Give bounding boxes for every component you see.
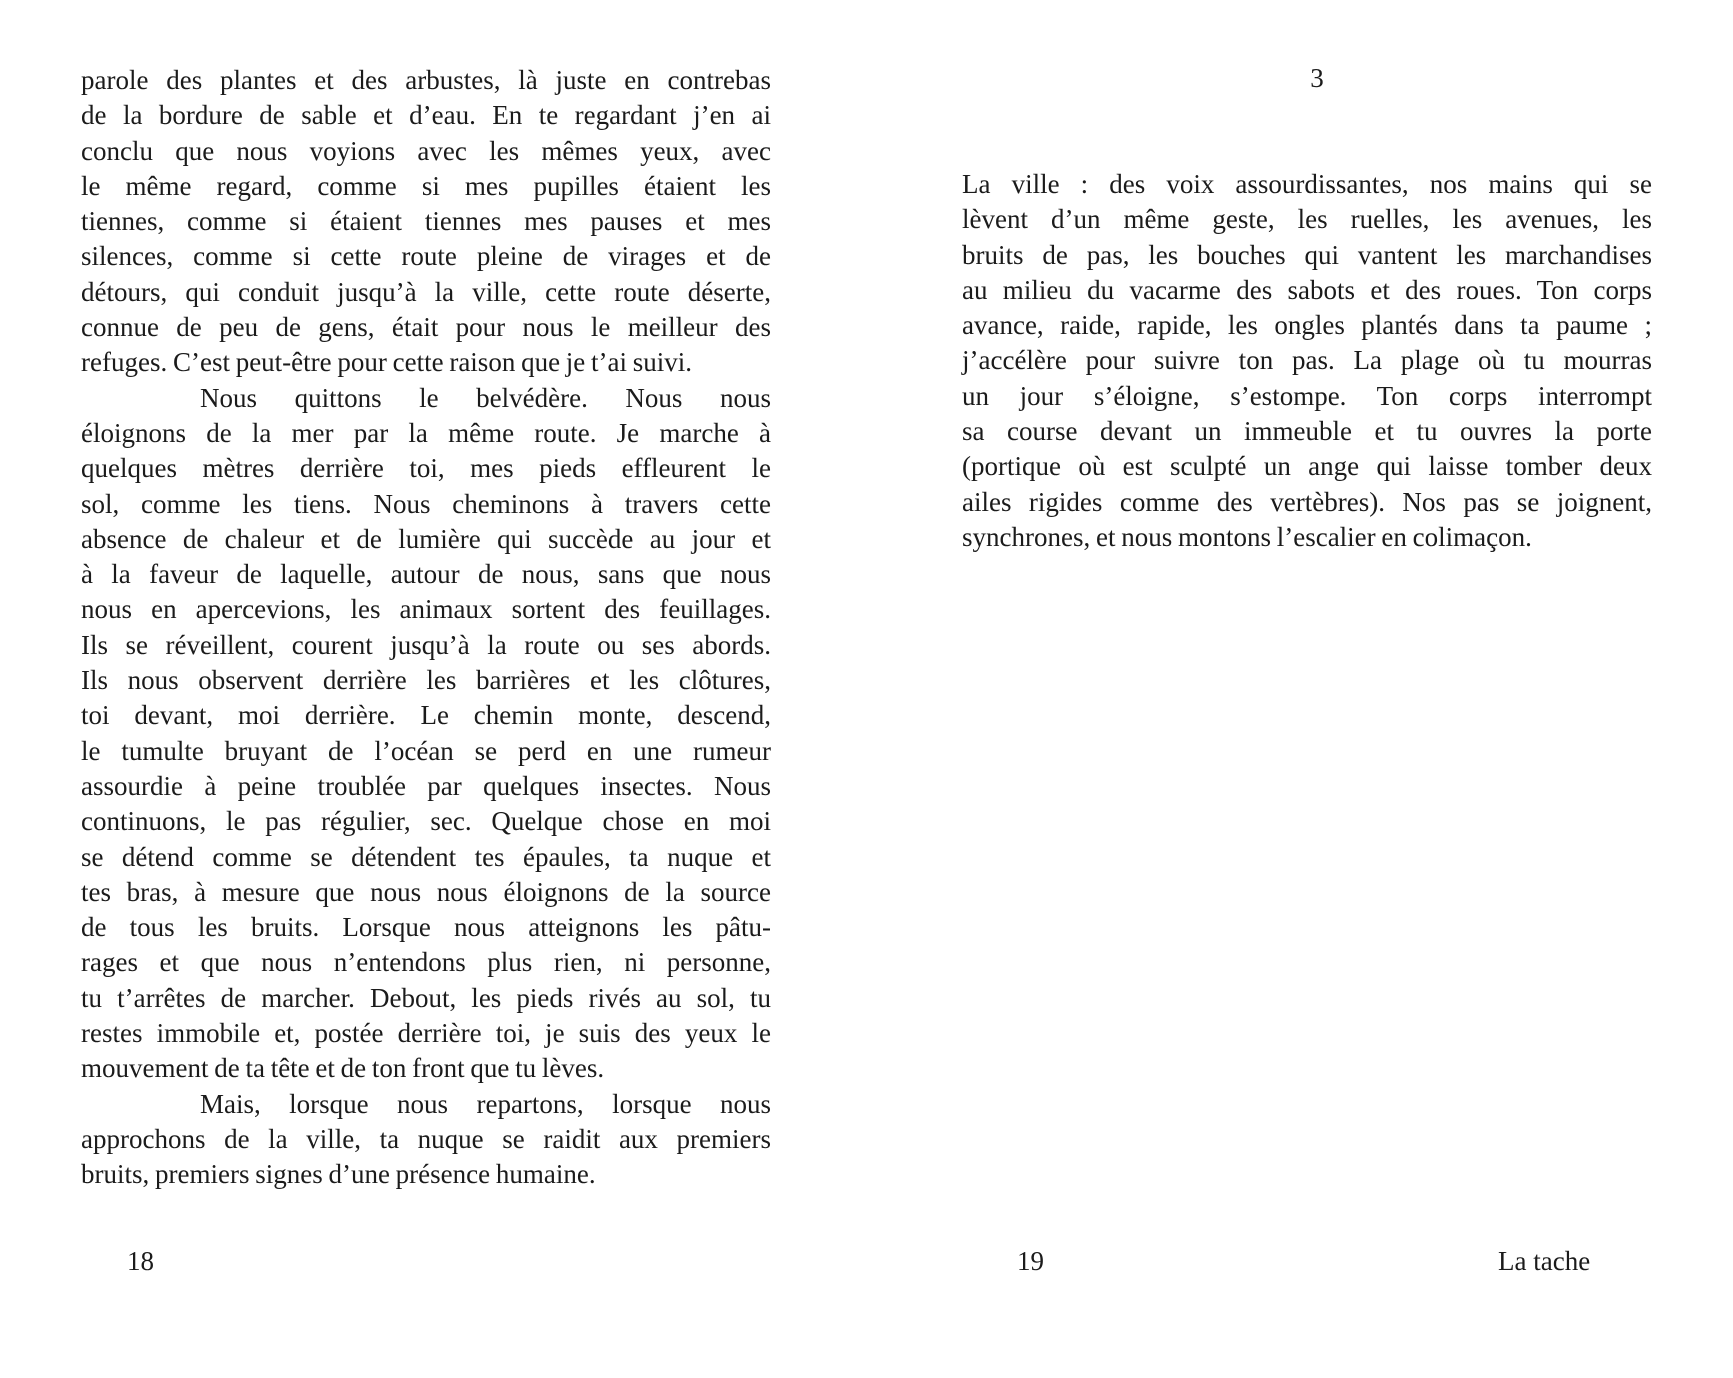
paragraph bbox=[81, 381, 771, 1087]
paragraph bbox=[962, 167, 1652, 555]
paragraph bbox=[81, 63, 771, 381]
text-line: de la bordure de sable et d’eau. En te regardant j’en ai bbox=[81, 100, 771, 131]
text-line: rages et que nous n’entendons plus rien, ni personne, bbox=[81, 947, 771, 978]
running-head-title: La tache bbox=[1498, 1246, 1591, 1276]
text-line: continuons, le pas régulier, sec. Quelque chose en moi bbox=[81, 806, 771, 837]
right-page bbox=[866, 0, 1733, 1378]
text-line: de tous les bruits. Lorsque nous atteignons les pâtu- bbox=[81, 912, 771, 943]
right-page-text-column bbox=[962, 167, 1652, 555]
text-line: quelques mètres derrière toi, mes pieds effleurent le bbox=[81, 453, 771, 484]
text-line: Ils se réveillent, courent jusqu’à la route ou ses abords. bbox=[81, 629, 771, 660]
right-page-number: 19 bbox=[1017, 1246, 1044, 1276]
text-line: Mais, lorsque nous repartons, lorsque nous bbox=[200, 1088, 771, 1119]
text-line: assourdie à peine troublée par quelques insectes. Nous bbox=[81, 770, 771, 801]
text-line: au milieu du vacarme des sabots et des roues. Ton corps bbox=[962, 274, 1652, 305]
paragraph bbox=[81, 1087, 771, 1193]
text-line: mouvement de ta tête et de ton front que tu lèves. bbox=[81, 1053, 605, 1084]
text-line: bruits, premiers signes d’une présence humaine. bbox=[81, 1159, 596, 1190]
text-line: La ville : des voix assourdissantes, nos mains qui se bbox=[962, 169, 1652, 199]
text-line: le tumulte bruyant de l’océan se perd en une rumeur bbox=[81, 735, 771, 766]
text-line: le même regard, comme si mes pupilles étaient les bbox=[81, 170, 771, 201]
text-line: absence de chaleur et de lumière qui succède au jour et bbox=[81, 523, 771, 554]
text-line: approchons de la ville, ta nuque se raidit aux premiers bbox=[81, 1123, 771, 1154]
text-line: éloignons de la mer par la même route. Je marche à bbox=[81, 417, 771, 448]
text-line: j’accélère pour suivre ton pas. La plage où tu mourras bbox=[962, 345, 1652, 376]
left-page bbox=[0, 0, 866, 1378]
text-line: nous en apercevions, les animaux sortent des feuillages. bbox=[81, 594, 771, 625]
text-line: à la faveur de laquelle, autour de nous, sans que nous bbox=[81, 559, 771, 590]
text-line: avance, raide, rapide, les ongles plantés dans ta paume ; bbox=[962, 310, 1652, 341]
left-page-number: 18 bbox=[127, 1246, 154, 1276]
text-line: Nous quittons le belvédère. Nous nous bbox=[200, 382, 771, 413]
text-line: (portique où est sculpté un ange qui laisse tomber deux bbox=[962, 451, 1652, 482]
chapter-number: 3 bbox=[1310, 63, 1324, 93]
text-line: Ils nous observent derrière les barrières et les clôtures, bbox=[81, 665, 771, 696]
text-line: bruits de pas, les bouches qui vantent les marchandises bbox=[962, 239, 1652, 270]
left-page-text-column bbox=[81, 63, 771, 1193]
text-line: tu t’arrêtes de marcher. Debout, les pieds rivés au sol, tu bbox=[81, 982, 771, 1013]
text-line: connue de peu de gens, était pour nous le meilleur des bbox=[81, 312, 771, 343]
text-line: sol, comme les tiens. Nous cheminons à travers cette bbox=[81, 488, 771, 519]
text-line: lèvent d’un même geste, les ruelles, les avenues, les bbox=[962, 204, 1652, 235]
text-line: tiennes, comme si étaient tiennes mes pauses et mes bbox=[81, 206, 771, 237]
text-line: tes bras, à mesure que nous nous éloignons de la source bbox=[81, 876, 771, 907]
text-line: toi devant, moi derrière. Le chemin monte, descend, bbox=[81, 700, 771, 731]
text-line: détours, qui conduit jusqu’à la ville, cette route déserte, bbox=[81, 276, 771, 307]
text-line: refuges. C’est peut-être pour cette raison que je t’ai suivi. bbox=[81, 347, 693, 378]
text-line: un jour s’éloigne, s’estompe. Ton corps interrompt bbox=[962, 380, 1652, 411]
text-line: restes immobile et, postée derrière toi, je suis des yeux le bbox=[81, 1018, 771, 1049]
text-line: silences, comme si cette route pleine de virages et de bbox=[81, 241, 771, 272]
text-line: se détend comme se détendent tes épaules, ta nuque et bbox=[81, 841, 771, 872]
text-line: ailes rigides comme des vertèbres). Nos pas se joignent, bbox=[962, 486, 1652, 517]
text-line: synchrones, et nous montons l’escalier en colimaçon. bbox=[962, 521, 1532, 552]
text-line: sa course devant un immeuble et tu ouvres la porte bbox=[962, 416, 1652, 447]
text-line: parole des plantes et des arbustes, là juste en contrebas bbox=[81, 65, 771, 95]
text-line: conclu que nous voyions avec les mêmes yeux, avec bbox=[81, 135, 771, 166]
